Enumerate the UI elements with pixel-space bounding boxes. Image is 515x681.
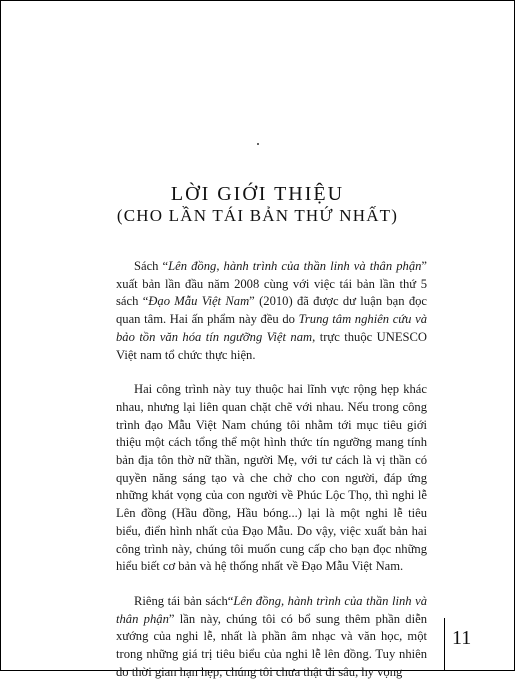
page-title: LỜI GIỚI THIỆU [170, 183, 345, 205]
p2-seg-0: Hai công trình này tuy thuộc hai lĩnh vực rộng hẹp khác nhau, nhưng lại liên quan chặt chẽ với nhau. Nếu trong công trình đạo Mẫu Việt Nam chúng tôi nhằm tới mục tiêu giới thiệu một cách tổng thể một hình thức tín ngưỡng mang tính bản địa tôn thờ nữ thần, người Mẹ, với tư cách là vị thần có quyền năng sáng tạo và che chở cho con người, đáp ứng những khát vọng của con người về Phúc Lộc Thọ, thì nghi lễ Lên đồng (Hầu đồng, Hầu bóng...) lại là một nghi lễ tiêu biểu, điển hình nhất của Đạo Mẫu. Do vậy, việc xuất bản hai công trình này, chúng tôi muốn cung cấp cho bạn đọc những hiểu biết cơ bản và hệ thống nhất về Đạo Mẫu Việt Nam. [116, 382, 427, 574]
p1-seg-6: , trực thuộc UNESCO Việt nam tổ chức thực hiện. [116, 329, 428, 362]
p1-seg-3: Đạo Mẫu Việt Nam [148, 294, 250, 309]
p3-seg-1: Lên đồng, hành trình của thần linh và thân phận [116, 593, 427, 626]
p1-seg-2: ” xuất bản lần đầu năm 2008 cùng với việc tái bản lần thứ 5 sách “ [116, 259, 428, 309]
body-text [116, 258, 427, 681]
p3-seg-2: ” lần này, chúng tôi có bổ sung thêm phần diễn xướng của nghi lễ, nhất là phần âm nhạc và văn học, một trong những giá trị tiêu biểu của nghi lễ lên đồng. Tuy nhiên do thời gian hạn hẹp, chúng tôi chưa thật đi sâu, hy vọng [116, 611, 427, 679]
paragraph-1 [116, 258, 427, 364]
page-number: 11 [452, 627, 472, 649]
paragraph-3 [116, 593, 427, 681]
page-subtitle: (CHO LẦN TÁI BẢN THỨ NHẤT) [116, 206, 399, 225]
p1-seg-0: Sách “ [134, 259, 169, 273]
p1-seg-4: ” (2010) đã được dư luận bạn đọc quan tâm. Hai ấn phẩm này đều do [116, 294, 427, 327]
p1-seg-1: Lên đồng, hành trình của thần linh và thân phận [168, 259, 422, 273]
decorative-dot [257, 143, 259, 145]
p3-seg-0: Riêng tái bản sách“ [134, 593, 234, 608]
p1-seg-5: Trung tâm nghiên cứu và bảo tồn văn hóa tín ngưỡng Việt nam [116, 312, 427, 344]
page-number-rule [444, 618, 445, 671]
paragraph-2 [116, 381, 427, 576]
